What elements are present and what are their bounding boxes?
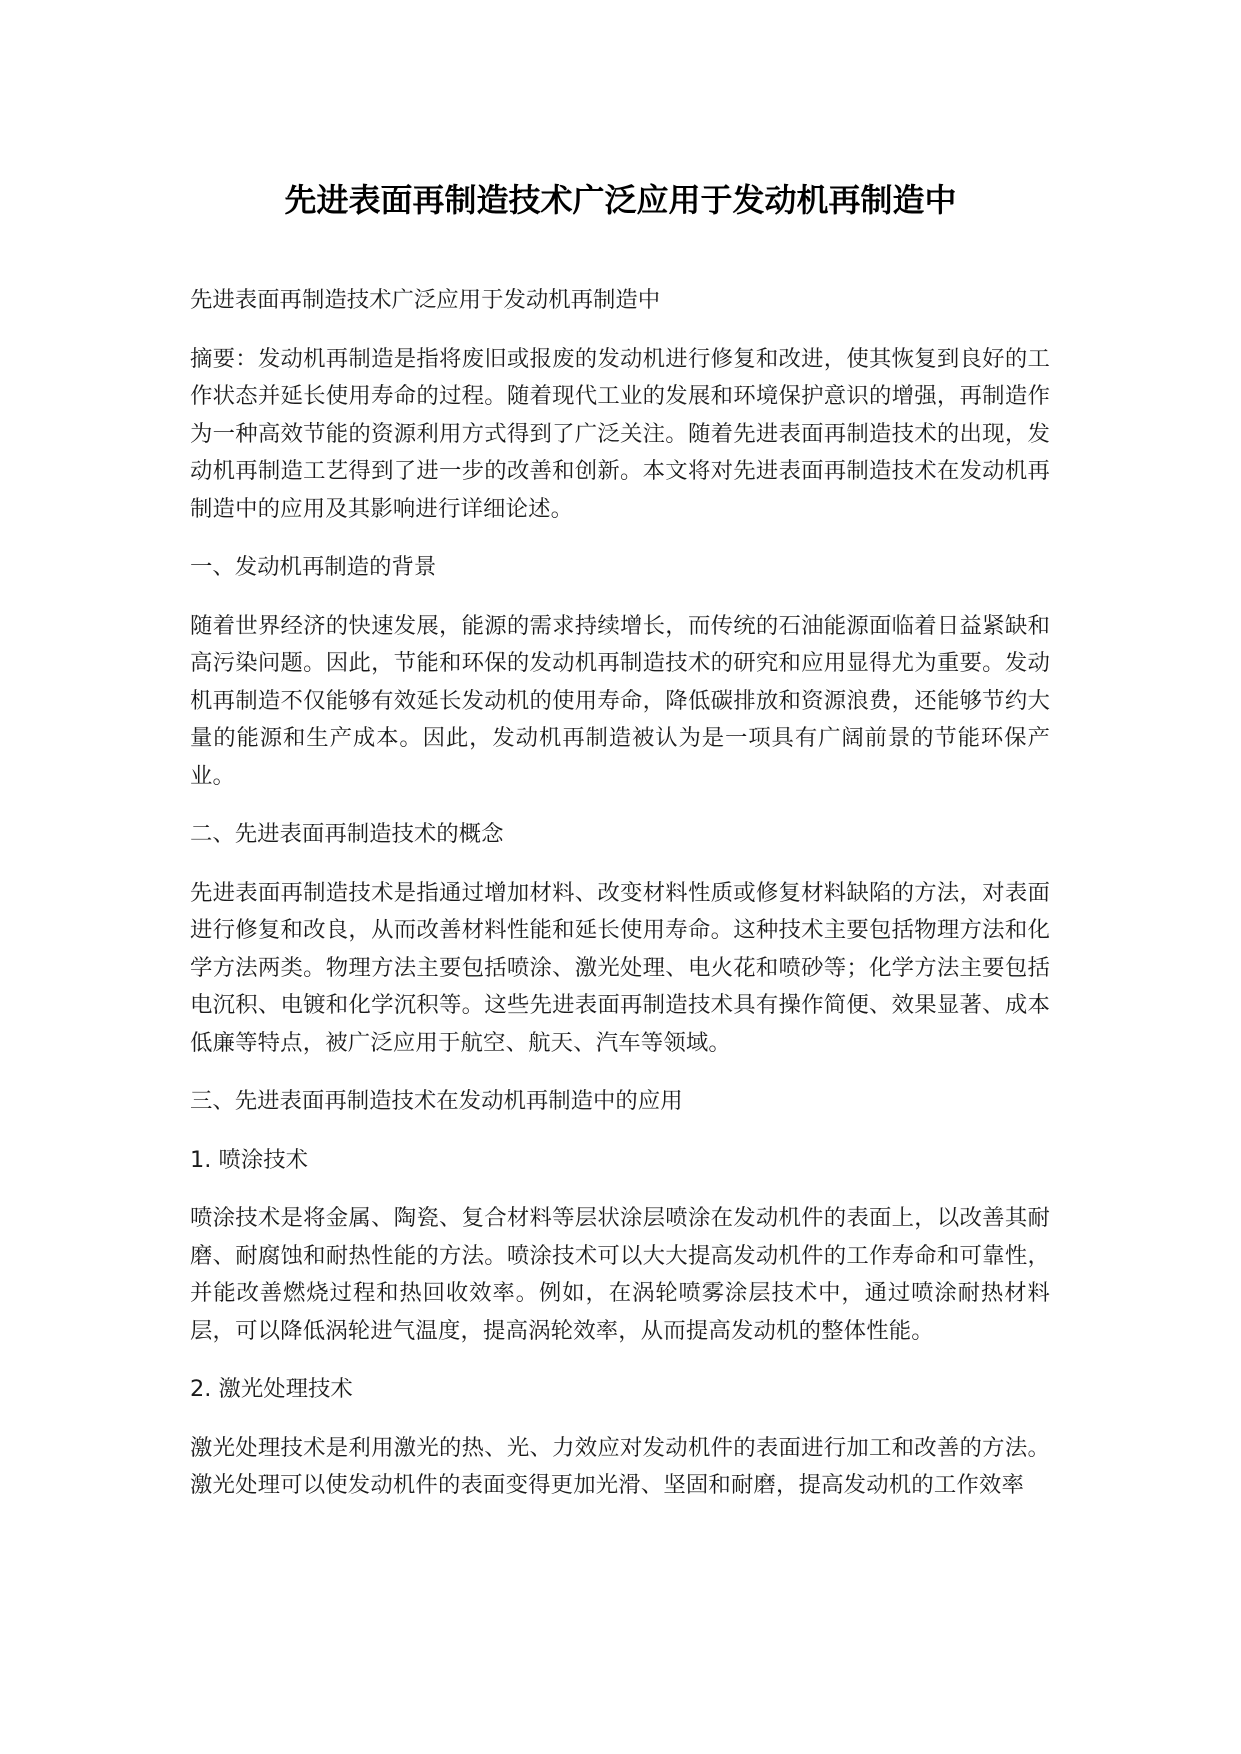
section-1-heading: 一、发动机再制造的背景 [190, 554, 437, 580]
document-title: 先进表面再制造技术广泛应用于发动机再制造中 [284, 181, 957, 219]
subsection-2-heading: 2. 激光处理技术 [190, 1376, 353, 1402]
abstract-paragraph: 摘要：发动机再制造是指将废旧或报废的发动机进行修复和改进，使其恢复到良好的工作状态并延长使用寿命的过程。随着现代工业的发展和环境保护意识的增强，再制造作为一种高效节能的资源利用方式得到了广泛关注。随着先进表面再制造技术的出现，发动机再制造工艺得到了进一步的改善和创新。本文将对先进表面再制造技术在发动机再制造中的应用及其影响进行详细论述。 [190, 345, 1050, 522]
subsection-1-paragraph: 喷涂技术是将金属、陶瓷、复合材料等层状涂层喷涂在发动机件的表面上，以改善其耐磨、耐腐蚀和耐热性能的方法。喷涂技术可以大大提高发动机件的工作寿命和可靠性，并能改善燃烧过程和热回收效率。例如，在涡轮喷雾涂层技术中，通过喷涂耐热材料层，可以降低涡轮进气温度，提高涡轮效率，从而提高发动机的整体性能。 [190, 1205, 1050, 1344]
section-2-paragraph: 先进表面再制造技术是指通过增加材料、改变材料性质或修复材料缺陷的方法，对表面进行修复和改良，从而改善材料性能和延长使用寿命。这种技术主要包括物理方法和化学方法两类。物理方法主要包括喷涂、激光处理、电火花和喷砂等；化学方法主要包括电沉积、电镀和化学沉积等。这些先进表面再制造技术具有操作简便、效果显著、成本低廉等特点，被广泛应用于航空、航天、汽车等领域。 [190, 879, 1050, 1056]
document-subtitle: 先进表面再制造技术广泛应用于发动机再制造中 [190, 287, 661, 313]
subsection-1-heading: 1. 喷涂技术 [190, 1146, 309, 1173]
section-1-paragraph: 随着世界经济的快速发展，能源的需求持续增长，而传统的石油能源面临着日益紧缺和高污染问题。因此，节能和环保的发动机再制造技术的研究和应用显得尤为重要。发动机再制造不仅能够有效延长发动机的使用寿命，降低碳排放和资源浪费，还能够节约大量的能源和生产成本。因此，发动机再制造被认为是一项具有广阔前景的节能环保产业。 [190, 612, 1050, 789]
section-3-heading: 三、先进表面再制造技术在发动机再制造中的应用 [190, 1088, 683, 1114]
subsection-2-paragraph: 激光处理技术是利用激光的热、光、力效应对发动机件的表面进行加工和改善的方法。激光处理可以使发动机件的表面变得更加光滑、坚固和耐磨，提高发动机的工作效率 [190, 1434, 1050, 1498]
document-body [190, 282, 1050, 1526]
section-2-heading: 二、先进表面再制造技术的概念 [190, 821, 504, 847]
